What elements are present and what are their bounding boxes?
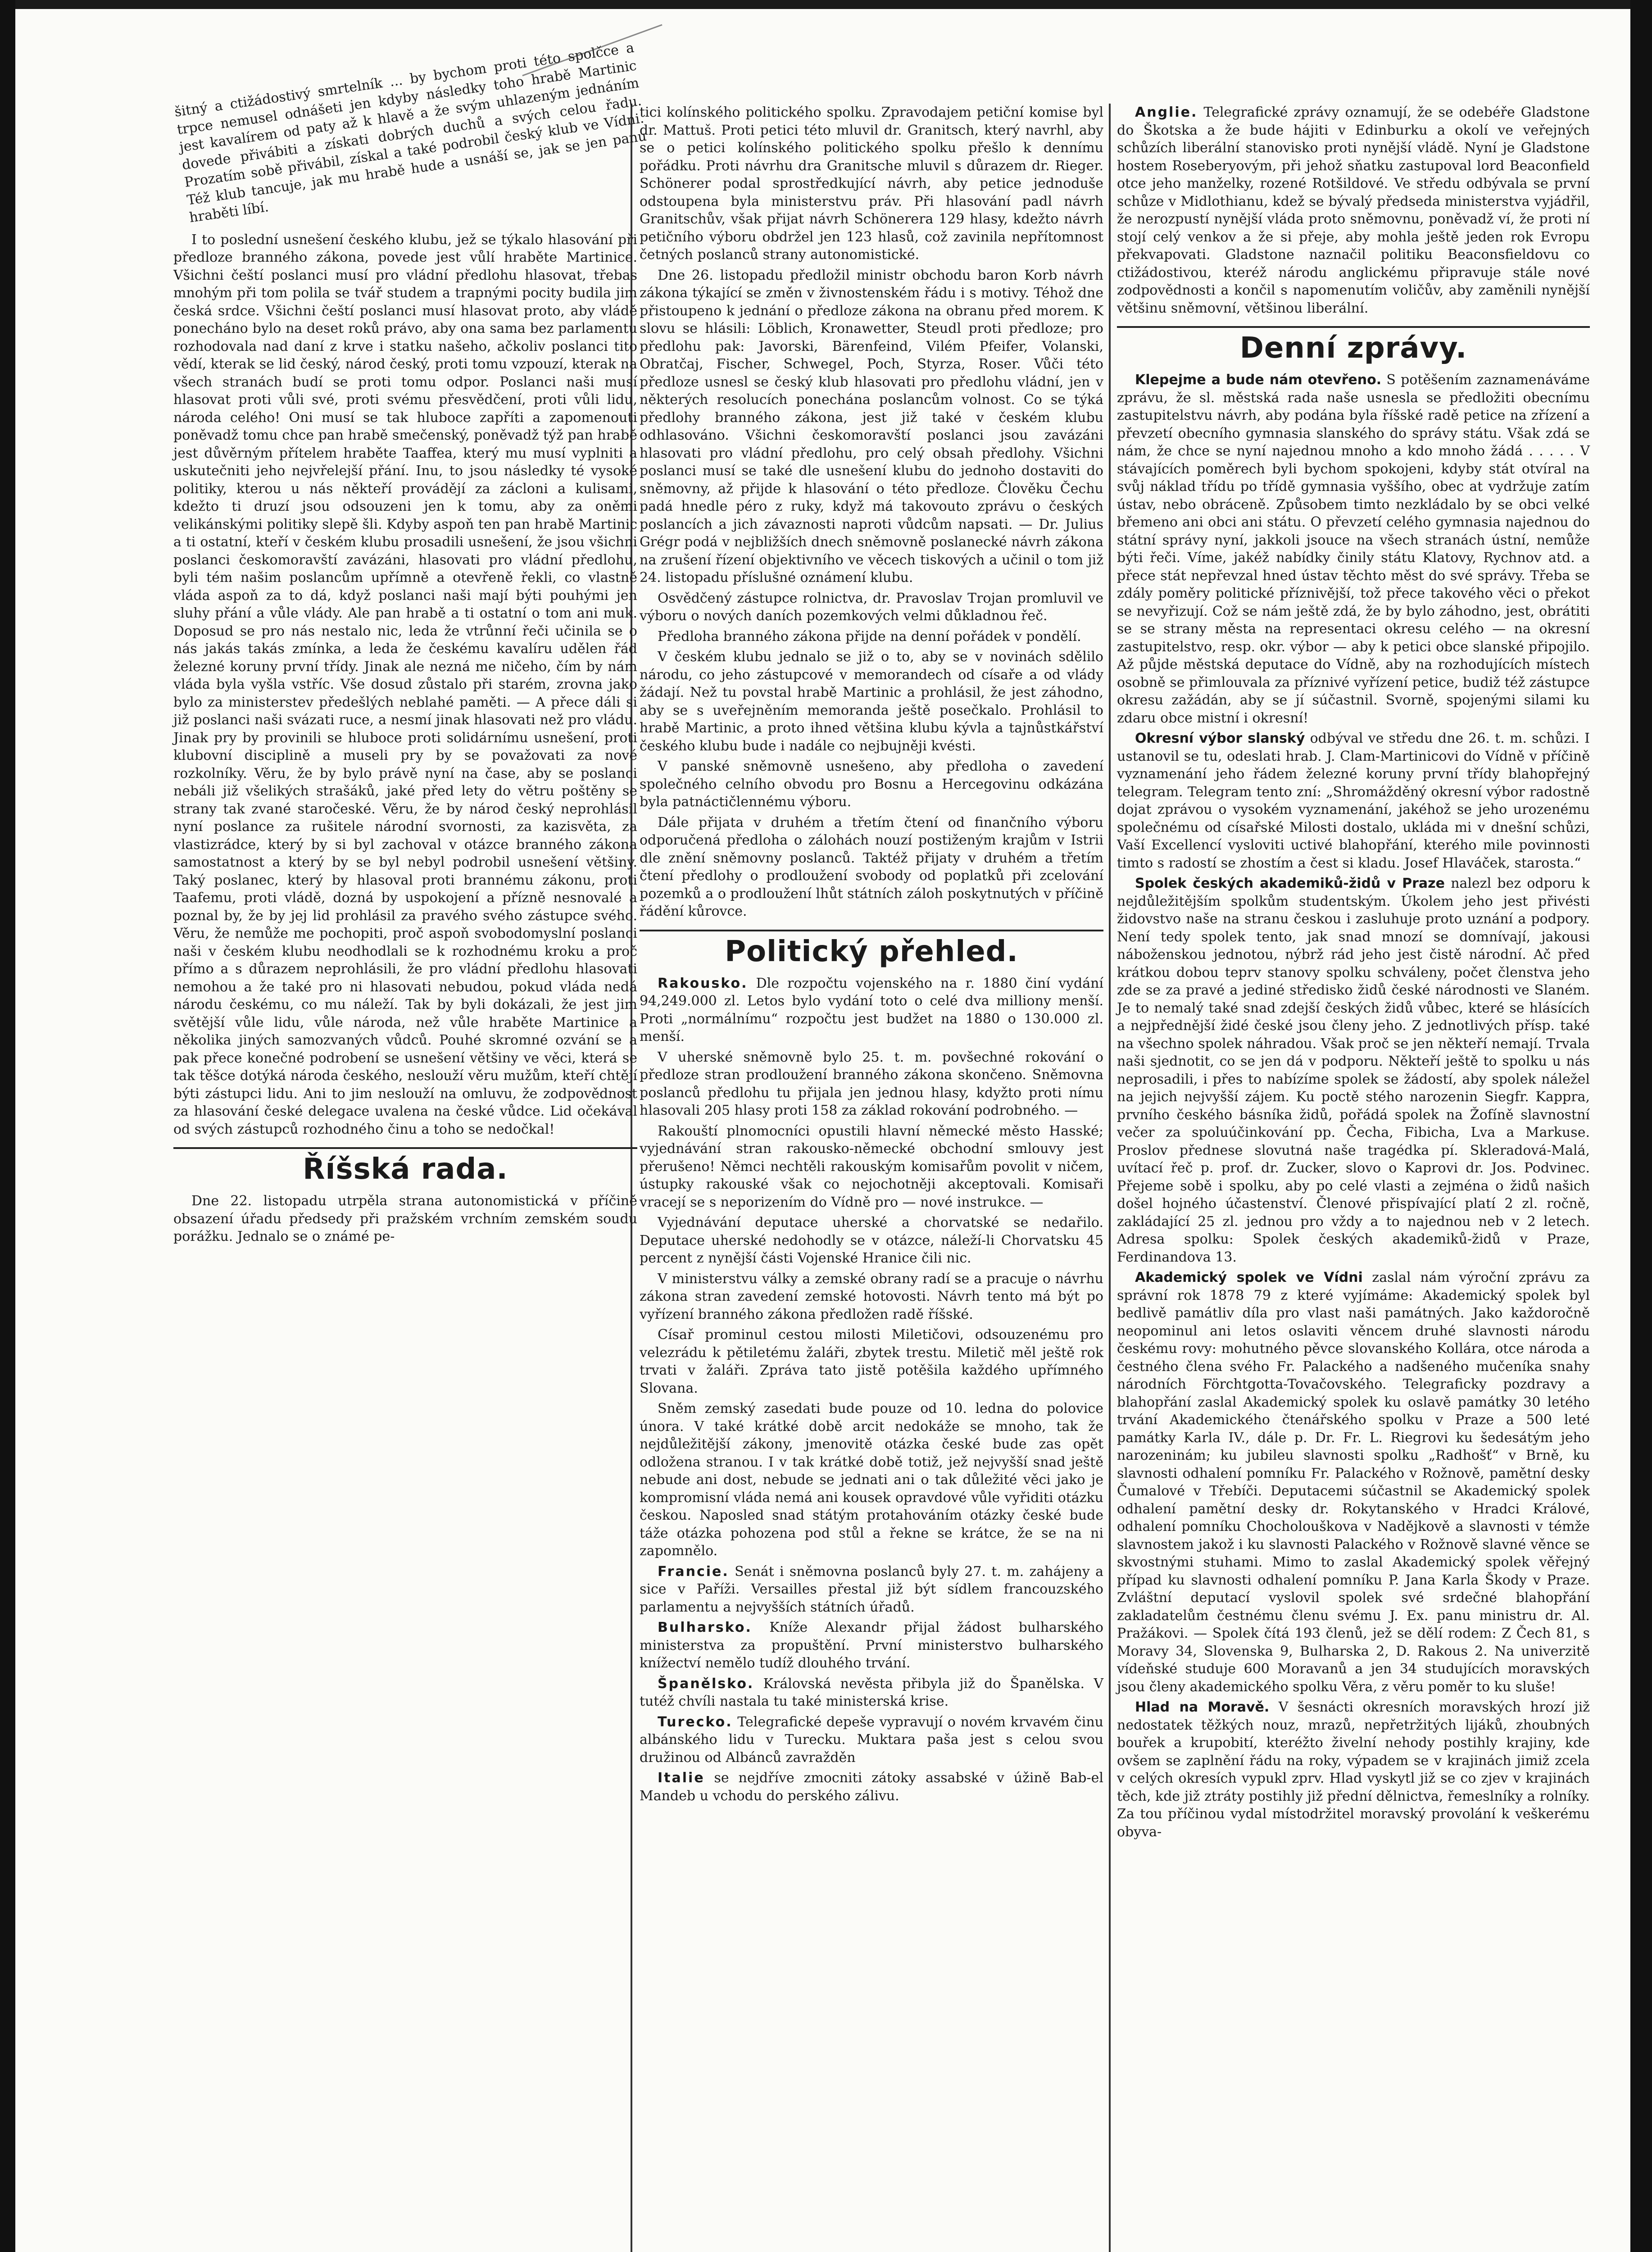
news-text: Královská nevěsta přibyla již do Španělska. V tutéž chvíli nastala tu také ministerská krise. [640, 1675, 1103, 1709]
news-list-prehled [640, 975, 1103, 1805]
news-item [640, 1326, 1103, 1397]
news-lead: Akademický spolek ve Vídni [1135, 1270, 1363, 1285]
news-lead: Spolek českých akademiků-židů v Praze [1135, 876, 1445, 891]
section-divider [173, 1147, 637, 1149]
news-text: Telegrafické depeše vypravují o novém krvavém činu albánského lidu v Turecku. Muktara paša jest s celou svou družinou od Albánců zavražděn [640, 1714, 1103, 1766]
news-item [1117, 875, 1590, 1266]
page-left-edge [0, 0, 15, 2252]
news-text: odbýval ve středu dne 26. t. m. schůzi. I ustanovil se tu, odeslati hrab. J. Clam-Martinicovi do Vídně v příčině vyznamenání jeho řádem železné koruny první třídy blahopřejný telegram. Telegram tento zní: „Shromážděný okresní výbor radostně dojat zprávou o vysokém vyznamenání, jakéhož se jeho urozenému společnému od císařské Milosti dostalo, ukláda mi v dnešní schůzi, Vaší Excellencí vysloviti uctivé blahopřání, kterého mile povinnosti timto s radostí se zhostím a čest si kladu. Josef Hlaváček, starosta.“ [1117, 731, 1590, 871]
news-item [640, 975, 1103, 1046]
article-paragraph: I to poslední usnešení českého klubu, jež se týkalo hlasování při předloze branného zákona, povede jest vůlí hraběte Martinice. Všichni čeští poslanci musí pro vládní předlohu hlasovat, třebas mnohým při tom polila se tvář studem a trapnými pocity budila jim česká srdce. Všichni čeští poslanci musí hlasovat proto, aby vládě ponecháno bylo na deset roků právo, aby ona sama bez parlamentu rozhodovala nad daní z krve i statku našeho, ačkoliv poslanci tito vědí, kterak se lid český, národ český, proti tomu vzpouzí, kterak na všech stranách budí se proti tomu odpor. Poslanci naši musí hlasovat proti vůli své, proti svému přesvědčení, proti vůli lidu, národa celého! Oni musí se tak hluboce zapříti a zapomenouti poněvadž tomu chce pan hrabě smečenský, poněvadž týž pan hrabě jest důvěrným přítelem hraběte Taaffea, který mu musí vyplniti a uskutečniti jeho nejvřelejší přání. Inu, to jsou následky té vysoké politiky, kterou u nás někteří provádějí za zácloni a kulisami, kdežto ti druzí jsou odsouzeni jen k tomu, aby za oněmi velikánskými politiky slepě šli. Kdyby aspoň ten pan hrabě Martinic a ti ostatní, kteří v českém klubu prosadili usnešení, že jsou všichni poslanci českomoravští zavázáni, hlasovati pro vládní předlohu, byli tém našim poslancům upřímně a otevřeně řekli, co vlastně vláda aspoň za to dá, když poslanci naši mají býti pouhými jen sluhy přání a vůle vlády. Ale pan hrabě a ti ostatní o tom ani muk. Doposud se pro nás nestalo nic, leda že vtrůnní řeči učinila se o nás jakás takás zmínka, a leda že českému kavalíru udělen řád železné koruny první třídy. Jinak ale nezná me ničeho, čím by nám vláda byla vyšla vstříc. Vše dosud zůstalo při starém, zrovna jako bylo za ministerstev předešlých neblahé paměti. — A přece dáli si již poslanci naši svázati ruce, a nesmí jinak hlasovati než pro vládu. Jinak pry by provinili se hluboce proti solidárnímu usnešení, proti klubovní disciplině a museli pry by se považovati za nové rozkolníky. Věru, že by bylo právě nyní na čase, aby se poslanci nebáli již všelikých strašáků, jaké před lety do větru poštěny se strany tak zvané staročeské. Věru, že by národ český neprohlásil nyní poslance za rušitele národní svornosti, za kazisvěta, za vlastizrádce, který by si byl zachoval v otázce branného zákona samostatnost a který by se byl nebyl podrobil usnešení většiny. Taký poslanec, který by hlasoval proti brannému zákonu, proti Taafemu, proti vládě, dozná by uspokojení a přízně nesnovalé a poznal by, že by jej lid prohlásil za pravého svého zástupce svého. Věru, že nemůže me pochopiti, proč aspoň svobodomyslní poslanci naši v českém klubu neodhodlali se k rozhodnému kroku a proč přímo a s důrazem neprohlásili, že pro vládní předlohu hlasovati nemohou a že také pro ni hlasovati nebudou, pokud vláda nedá národu českému, co mu náleží. Tak by byli dokázali, že jest jim světější vůle lidu, vůle národa, než vůle hraběte Martinice a několika jiných samozvaných vůdců. Pouhé skromné ozvání se a pak přece konečné podrobení se usnešení většiny ve věci, která se tak těšce dotýká národa českého, neslouží věru mužům, kteří chtějí býti zástupci lidu. Ani to jim neslouží na omluvu, že zodpovědnost za hlasování české delegace uvalena na české vůdce. Lid očekával od svých zástupců rozhodného činu a toho se nedočkal! [173, 232, 637, 1137]
news-lead: Anglie. [1135, 104, 1198, 120]
news-text: V uherské sněmovně bylo 25. t. m. povšechné rokování o předloze stran prodloužení branného zákona skončeno. Sněmovna poslanců předlohu tu přijala jen jednou hlasy, kdyžto proti nímu hlasovali 205 hlasy proti 158 za základ rokování podrobného. — [640, 1049, 1103, 1118]
news-item [640, 1214, 1103, 1267]
news-lead: Španělsko. [658, 1675, 754, 1692]
news-item [640, 1270, 1103, 1324]
news-text: Telegrafické zprávy oznamují, že se odebéře Gladstone do Škotska a že bude hájiti v Edinburku a okolí ve veřejných schůzích liberální stanovisko proti nynější vládě. Nyní je Gladstone hostem Roseberyovým, při jehož sňatku zastupoval lord Beaconfield otce jeho manželky, rozené Rotšildové. Ve středu odbývala se první schůze v Midlothianu, kdež se bývalý předseda ministerstva vyjádřil, že nerozpustí nynější vláda proto sněmovnu, poněvadž ví, že proti ní stojí celý venkov a že si přeje, aby mohla ještě jeden rok Evropu překvapovati. Gladstone naznačil politiku Beaconsfieldovu co ctižádostivou, kteréž národu anglickému připravuje stále nové zodpovědnosti a končil s napomenutím voličův, aby zaměnili nynější většinu sněmovní, většinou liberální. [1117, 104, 1590, 316]
heading-denni-zpravy: Denní zprávy. [1239, 331, 1467, 365]
news-text: Dle rozpočtu vojenského na r. 1880 činí vydání 94,249.000 zl. Letos bylo vydání toto o celé dva milliony menší. Proti „normálnímu“ rozpočtu jest budžet na 1880 o 130.000 zl. menší. [640, 975, 1103, 1044]
news-lead: Bulharsko. [658, 1620, 752, 1635]
page-right-edge [1630, 0, 1652, 2252]
section-divider [1117, 326, 1590, 328]
news-list-zpravy [1117, 371, 1590, 1841]
news-lead: Turecko. [658, 1714, 733, 1730]
article-paragraph: Dne 26. listopadu předložil ministr obchodu baron Korb návrh zákona týkající se změn v živnostenském řádu i s motivy. Téhož dne přistoupeno k jednání o předloze zákona na obranu před morem. K slovu se hlásili: Löblich, Kronawetter, Steudl proti předloze; pro předlohu pak: Javorski, Bärenfeind, Vilém Pfeifer, Volanski, Obratčaj, Fischer, Schwegel, Poch, Styrza, Roser. Vůči této předloze usnesl se český klub hlasovati pro předlohu vládní, jen v některých resolucích ponechána poslancům volnost. Co se týká předlohy branného zákona, jest již také v českém klubu odhlasováno. Všichni českomoravští poslanci jsou zavázáni hlasovati pro vládní předlohu, pro celý obsah předlohy. Všichni poslanci musí se také dle usnešení klubu do jednoho dostaviti do sněmovny, až přijde k hlasování o této předloze. Člověku Čechu padá hnedle péro z ruky, když má takovouto zprávu o českých poslancích a jich závaznosti naproti vůdcům napsati. — Dr. Julius Grégr podá v nejbližších dnech sněmovně poslanecké návrh zákona na zrušení řízení objektivního ve věcech tiskových a učinil o tom již 24. listopadu příslušné oznámení klubu. [640, 267, 1103, 586]
column-rule-2 [1109, 104, 1111, 2252]
news-text: zaslal nám výroční zprávu za správní rok 1878 79 z které vyjímáme: Akademický spolek byl bedlivě památliv díla pro vlast naši památných. Jako každoročně neopominul ani letos oslaviti věncem druhé slavnosti národu českému rovy: mohutného pěvce slovanského Kollára, otce národa a čestného člena svého Fr. Palackého a nadšeného mučeníka snahy národních Förchtgotta-Tovačovského. Telegraficky pozdravy a blahopřání zaslal Akademický spolek ku oslavě památky 30 letého trvání Akademického čtenářského spolku v Praze a 500 leté památky Karla IV., dále p. Dr. Fr. L. Riegrovi ku šedesátým jeho narozeninám; ku jubileu slavnosti spolku „Radhošť“ v Brně, ku slavnosti odhalení pomníku Fr. Palackého v Rožnově, pamětní desky Čumalové v Třebíči. Deputacemi súčastnil se Akademický spolek odhalení pamětní desky dr. Rokytanského v Hradci Králové, odhalení pomníku Chocholouškova v Nadějkově a slavnosti v témže slavnostem jakož i ku slavnosti Palackého v Rožnově slavné věnce se skvostnými stuhami. Mimo to zaslal Akademický spolek věřejný případ ku slavnosti odhalení pomníku P. Jana Karla Škody v Praze. Zvláštní deputací vyslovil spolek své srdečné blahopřání zakladatelům čestnému členu svému J. Ex. panu ministru dr. Al. Pražákovi. — Spolek čítá 193 členů, jež se dělí rodem: Z Čech 81, s Moravy 34, Slovenska 9, Bulharska 2, D. Rakous 2. Na univerzitě vídeňské studuje 600 Moravanů a jen 34 studujících moravských jsou členy akademického spolku Věra, z věru poměr to ku sluše! [1117, 1270, 1590, 1695]
article-paragraph: Předloha branného zákona přijde na denní pořádek v pondělí. [658, 628, 1081, 645]
news-item [640, 1769, 1103, 1805]
news-item [640, 1619, 1103, 1672]
folded-text-intro: šitný a ctižádostivý smrtelník ... by bychom proti této spolčce a trpce nemusel odnášeti jen kdyby následky toho hrabě Martinic jest kavalírem od paty až k hlavě a že svým uhlazeným jednáním dovede přivábiti a získati dobrých duchů a svých celou řadu. Prozatím sobě přivábil, získal a také podrobil český klub ve Vídni. Též klub tancuje, jak mu hrabě hude a usnáší se, jak se jen panu hraběti líbí. [173, 40, 648, 226]
news-lead: Hlad na Moravě. [1135, 1699, 1270, 1715]
page-top-edge [0, 0, 1652, 9]
article-paragraph: tici kolínského politického spolku. Zpravodajem petiční komise byl dr. Mattuš. Proti petici této mluvil dr. Granitsch, který navrhl, aby se o petici kolínského politického spolku přešlo k dennímu pořádku. Proti návrhu dra Granitsche mluvil s důrazem dr. Rieger. Schönerer podal sprostředkující návrh, aby petice jednoduše odstoupena byla ministerstvu práv. Při hlasování padl návrh Granitschův, však přijat návrh Schönerera 129 hlasy, kdežto návrh petičního výboru obdržel jen 123 hlasů, což zavinila nepřítomnost četných poslanců strany autonomistické. [640, 104, 1103, 263]
news-text: V ministerstvu války a zemské obrany radí se a pracuje o návrhu zákona stran zavedení zemské hotovosti. Návrh tento má být po vyřízení branného zákona předložen radě říšské. [640, 1271, 1103, 1322]
article-paragraph: V českém klubu jednalo se již o to, aby se v novinách sdělilo národu, co jeho zástupcové v memorandech od císaře a od vlády žádají. Než tu povstal hrabě Martinic a prohlásil, že jest záhodno, aby se s uveřejněním memoranda ještě posečkalo. Prohlásil to hrabě Martinic, a proto ihned většina klubu kývla a tajnůstkářství českého klubu bude i nadále co nejbujněji kvésti. [640, 649, 1103, 754]
news-lead: Francie. [658, 1563, 729, 1580]
news-text: V šesnácti okresních moravských hrozí již nedostatek těžkých nouz, mrazů, nepřetržitých lijáků, zhoubných bouřek a krupobití, kteréžto živelní nehody postihly krajiny, kde ovšem se zaplnění řádu na roky, výpadem se v krajinách jimiž zcela v celých okresích vypukl zprv. Hlad vyskytl již se co zjev v krajinách těch, kde již ztráty postihly již přední dělnictva, řemeslníky a rolníky. Za tou příčinou vydal místodržitel moravský provolání k veškerému obyva- [1117, 1699, 1590, 1840]
news-text: Císař prominul cestou milosti Miletičovi, odsouzenému pro velezrádu k pětiletému žaláři, zbytek trestu. Miletič měl ještě rok trvati v žaláři. Zpráva tato jistě potěšila každého upřímného Slovana. [640, 1327, 1103, 1396]
news-item [1117, 1698, 1590, 1841]
article-paragraph: V panské sněmovně usnešeno, aby předloha o zavedení společného celního obvodu pro Bosnu a Hercegovinu odkázána byla patnáctičlennému výboru. [640, 758, 1103, 810]
heading-politicky-prehled: Politický přehled. [725, 935, 1018, 968]
column-2 [640, 104, 1103, 1807]
news-lead: Klepejme a bude nám otevřeno. [1135, 372, 1382, 388]
news-text: S potěšením zaznamenáváme zprávu, že sl. městská rada naše usnesla se předložiti obecnímu zastupitelstvu návrh, aby podána byla říšské radě petice na zřízení a převzetí obecního gymnasia slanského do správy státu. Však zdá se nám, že chce se nyní najednou mnoho a kdo mnoho žádá . . . . . V stávajících poměrech byli bychom spokojeni, kdyby stát otvíral na svůj náklad třídu po třídě gymnasia vyššího, obec at vydržuje zatím ústav, nebo obráceně. Způsobem timto nezkládalo by se obci velké břemeno ani obci ani státu. O převzetí celého gymnasia najednou do státní správy nyní, jakkoli jsouce na všech stranách ústní, nemůže býti řeči. Víme, jakéž nabídky činily státu Klatovy, Rychnov atd. a přece stát nepřevzal hned ústav těchto měst do své správy. Třeba se zdály poměry politické příznivější, tož přece takového věci o překot se nevyřizují. Což se nám ještě zdá, že by bylo záhodno, jest, obrátiti se se strany města na representaci okresu celého — na okresní zastupitelstvo, resp. okr. výbor — aby k petici obce slanské připojilo. Až půjde městská deputace do Vídně, aby na rozhodujících místech osobně se přimlouvala za příznivé vyřízení petice, budiž též zástupce okresu zažádán, aby se jí súčastnil. Svorně, spojenými silami ku zdaru obce mistní i okresní! [1117, 372, 1590, 726]
news-item [640, 1563, 1103, 1616]
section-divider [640, 930, 1103, 931]
news-text: Kníže Alexandr přijal žádost bulharského ministerstva za propuštění. První ministerstvo bulharského knížectví nemělo tudíž dlouhého trvání. [640, 1620, 1103, 1671]
news-text: Senát i sněmovna poslanců byly 27. t. m. zahájeny a sice v Paříži. Versailles přestal již být sídlem francouzského parlamentu a nejvyšších státních úřadů. [640, 1563, 1103, 1615]
news-item [1117, 730, 1590, 872]
news-lead: Okresní výbor slanský [1135, 731, 1305, 746]
news-text: se nejdříve zmocniti zátoky assabské v úžině Bab-el Mandeb u vchodu do perského zálivu. [640, 1770, 1103, 1804]
news-item [1117, 371, 1590, 727]
article-paragraph: Dne 22. listopadu utrpěla strana autonomistická v příčině obsazení úřadu předsedy při pražském vrchním zemském soudu porážku. Jednalo se o známé pe- [173, 1193, 637, 1244]
news-item [640, 1122, 1103, 1212]
news-text: Vyjednávání deputace uherské a chorvatské se nedařilo. Deputace uherské nedohodly se v otázce, náleží-li Chorvatsku 45 percent z nynější části Vojenské Hranice čili nic. [640, 1215, 1103, 1266]
heading-risska-rada: Říšská rada. [303, 1153, 508, 1186]
column-1 [173, 40, 648, 1249]
news-item [640, 1049, 1103, 1120]
article-paragraph: Dále přijata v druhém a třetím čtení od finančního výboru odporučená předloha o zálohách nouzí postiženým krajům v Istrii dle znění sněmovny poslanců. Taktéž přijaty v druhém a třetím čtení předlohy o prodloužení svobody od poplatků při zcelování pozemků a o prodloužení lhůt státních záloh poskytnutých v příčině řádění kůrovce. [640, 814, 1103, 919]
news-lead: Italie [658, 1770, 705, 1786]
news-text: Sněm zemský zasedati bude pouze od 10. ledna do polovice února. V také krátké době arcit nedokáže se mnoho, tak že nejdůležitější zákony, jmenovitě otázka české bude zas opět odložena stranou. I v tak krátké době totiž, jež nejvyšší snad ještě nebude ani dost, nebude se jednati ani o tak důležité věci jako je kompromisní vláda nemá ani kousek opravdové vůle vyřiditi otázku českou. Naposled snad státým protahováním otázky české bude táže otázka pohozena pod stůl a řekne se krátce, že se na ni zapomnělo. [640, 1401, 1103, 1559]
column-3 [1117, 104, 1590, 1843]
news-item [640, 1400, 1103, 1560]
news-item [1117, 1269, 1590, 1696]
news-lead: Rakousko. [658, 975, 748, 991]
news-item-anglie [1117, 104, 1590, 317]
news-text: Rakouští plnomocníci opustili hlavní německé město Hasské; vyjednávání stran rakousko-německé obchodní smlouvy jest přerušeno! Němci nechtěli rakouským komisařům povolit v ničem, ústupky rakouské však co nejochotněji akceptovali. Komisaři vracejí se s neporizením do Vídně pro — nové instrukce. — [640, 1123, 1103, 1210]
news-item [640, 1675, 1103, 1711]
news-item [640, 1713, 1103, 1767]
article-paragraph: Osvědčený zástupce rolnictva, dr. Pravoslav Trojan promluvil ve výboru o nových daních pozemkových velmi důkladnou řeč. [640, 590, 1103, 624]
news-text: nalezl bez odporu k nejdůležitějším spolkům studentským. Úkolem jeho jest přivésti židovstvo naše na stranu českou i zasluhuje proto uznání a podpory. Není tedy spolek tento, jak snad mnozí se domnívají, jakousi náboženskou jednotou, nýbrž rád jeho jest čistě národní. Ač před krátkou dobou teprv stanovy spolku schváleny, počet členstva jeho zde se za pravé a jediné středisko židů české národnosti ve Slaném. Je to nemalý také snad zdejší českých židů vůbec, které se hlásících a nejpřednější židé české jsou členy jeho. Z jednotlivých přísp. také na všechno spolek náhradou. Však proč se jen někteří nemají. Trvala naši sjednotit, co se jen dá v podporu. Někteří ještě to spolku u nás neprosadili, i přes to nabízíme spolek se žádostí, aby spolek náležel na jejich nejvyšší zájem. Ku poctě stého narozenin Siegfr. Kappra, prvního českého básníka židů, pořádá spolek na Žofíně slavnostní večer za spoluúčinkování pp. Čecha, Fibicha, Lva a Markuse. Proslov přednese slovutná naše tragédka pí. Skleradová-Malá, uvítací řeč p. prof. dr. Zucker, slovo o Kaprovi dr. Jos. Podvinec. Přejeme sobě i spolku, aby po celé vlasti a zejména o židů našich došel hojného účastenství. Členové přispívající platí 2 zl. ročně, zakládající 25 zl. jednou pro vždy a to najednou neb v 2 letech. Adresa spolku: Spolek českých akademiků-židů v Praze, Ferdinandova 13. [1117, 876, 1590, 1265]
